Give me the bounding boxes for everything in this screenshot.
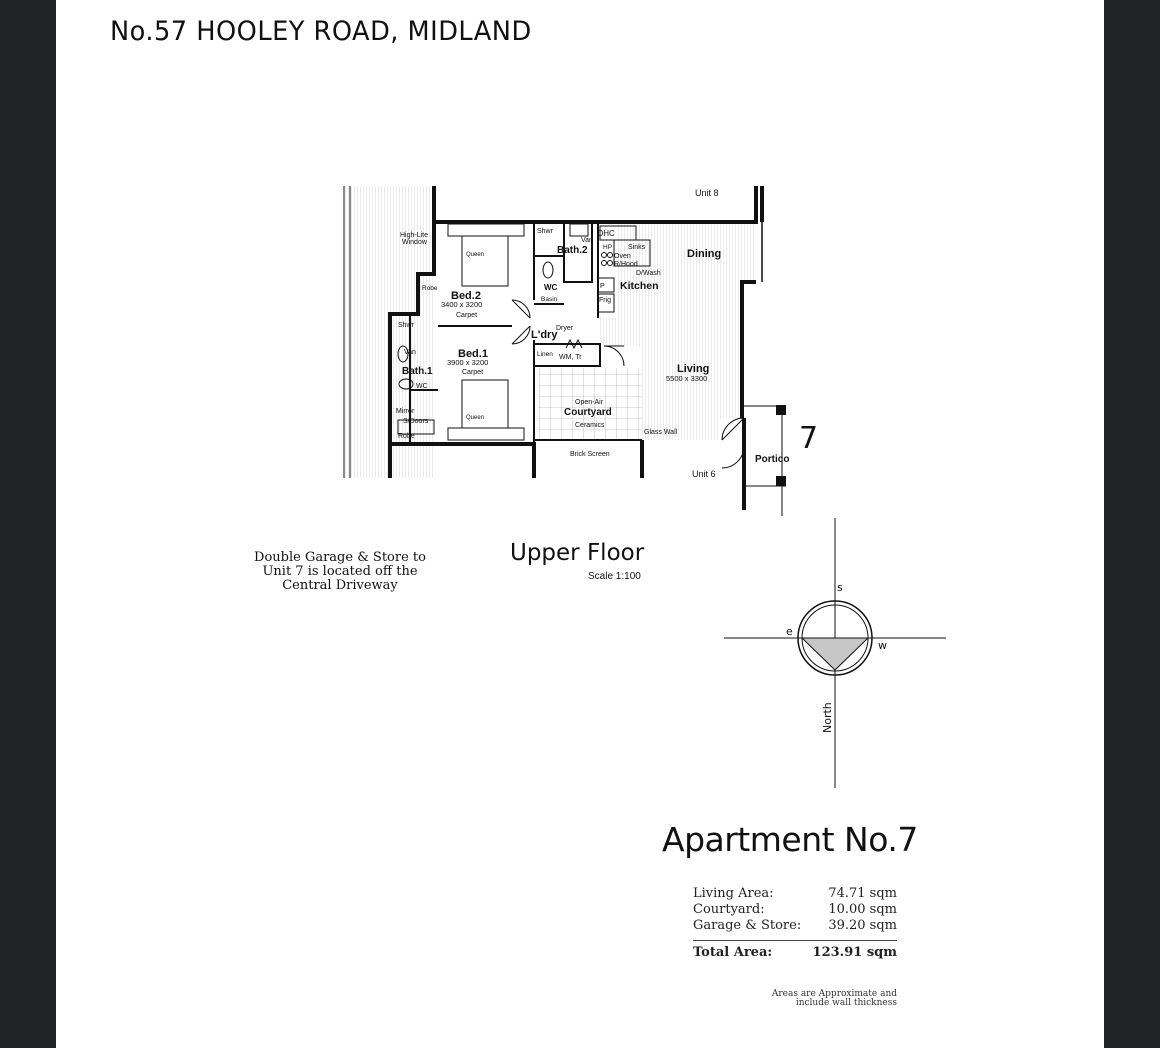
property-address-title: No.57 HOOLEY ROAD, MIDLAND	[110, 16, 532, 47]
living-name: Living	[677, 363, 710, 375]
bath2-name: Bath.2	[557, 245, 588, 256]
brick-screen-label: Brick Screen	[570, 451, 610, 458]
bed1-finish: Carpet	[462, 369, 484, 376]
hp-label: HP	[603, 244, 613, 251]
area-label: Living Area:	[693, 886, 774, 901]
compass	[716, 514, 956, 794]
robe-lower-label: Robe	[398, 433, 415, 440]
total-value: 123.91 sqm	[812, 945, 897, 960]
compass-w: w	[878, 639, 887, 652]
oven-label: Oven	[614, 253, 631, 260]
mirror-label: Mirror	[396, 408, 415, 415]
compass-north: North	[821, 702, 834, 733]
glass-wall-label: Glass Wall	[644, 429, 678, 436]
area-row-living	[693, 886, 897, 902]
shwr-lower-label: Shwr	[398, 322, 414, 329]
ohc-label: OHC	[597, 229, 615, 238]
laundry-name: L'dry	[531, 329, 558, 341]
area-row-total	[693, 940, 897, 961]
area-schedule	[693, 886, 897, 961]
kitchen-name: Kitchen	[620, 280, 659, 292]
unit-6-label: Unit 6	[692, 469, 716, 479]
compass-e: e	[786, 625, 793, 638]
portico-name: Portico	[755, 454, 790, 465]
bed1-name: Bed.1	[458, 348, 488, 360]
wc-upper-label: WC	[544, 283, 558, 292]
dining-name: Dining	[687, 248, 722, 260]
dwash-label: D/Wash	[636, 270, 661, 277]
robe-upper-label: Robe	[422, 285, 438, 292]
area-label: Courtyard:	[693, 902, 765, 917]
basin-label: Basin	[541, 296, 558, 303]
floor-title: Upper Floor	[510, 540, 645, 566]
pantry-label: P	[600, 283, 605, 290]
apartment-title: Apartment No.7	[662, 820, 918, 859]
bed2-name: Bed.2	[451, 290, 481, 302]
wc-lower-label: WC	[416, 383, 428, 390]
bed2-finish: Carpet	[456, 312, 478, 319]
area-row-garage	[693, 918, 897, 934]
unit-number-label: 7	[799, 421, 819, 456]
bed2-queen-label: Queen	[466, 252, 485, 258]
bed2-size: 3400 x 3200	[441, 300, 483, 309]
sinks-label: Sinks	[628, 244, 646, 251]
van-lower-label: Van	[404, 349, 416, 356]
van-upper-label: Van	[581, 237, 593, 244]
unit-8-label: Unit 8	[695, 188, 719, 198]
area-value: 74.71 sqm	[828, 886, 897, 901]
courtyard-finish: Ceramics	[575, 422, 605, 429]
bed1-queen-label: Queen	[466, 415, 485, 421]
frig-label: Frig	[599, 297, 612, 304]
area-disclaimer: Areas are Approximate and include wall thickness	[771, 989, 897, 1008]
area-value: 10.00 sqm	[828, 902, 897, 917]
area-label: Garage & Store:	[693, 918, 802, 933]
sdoors-label: S/Doors	[403, 418, 429, 425]
shwr-upper-label: Shwr	[537, 228, 553, 235]
rhood-label: R/Hood	[614, 261, 638, 268]
scale-label: Scale 1:100	[588, 571, 641, 582]
courtyard-name: Courtyard	[564, 407, 612, 418]
bath1-name: Bath.1	[402, 366, 433, 377]
courtyard-prefix: Open-Air	[575, 399, 604, 406]
bed1-size: 3900 x 3200	[447, 358, 489, 367]
compass-needle	[802, 638, 868, 670]
linen-label: Linen	[537, 351, 553, 358]
area-row-courtyard	[693, 902, 897, 918]
area-value: 39.20 sqm	[828, 918, 897, 933]
window-label: Window	[402, 239, 427, 246]
compass-s: s	[837, 581, 843, 594]
wm-tr-label: WM, Tr	[559, 354, 582, 361]
high-lite-label: High-Lite	[400, 232, 429, 239]
garage-note: Double Garage & Store to Unit 7 is located off the Central Driveway	[254, 550, 426, 593]
dryer-label: Dryer	[556, 325, 574, 332]
living-size: 5500 x 3300	[666, 374, 708, 383]
total-label: Total Area:	[693, 945, 773, 960]
